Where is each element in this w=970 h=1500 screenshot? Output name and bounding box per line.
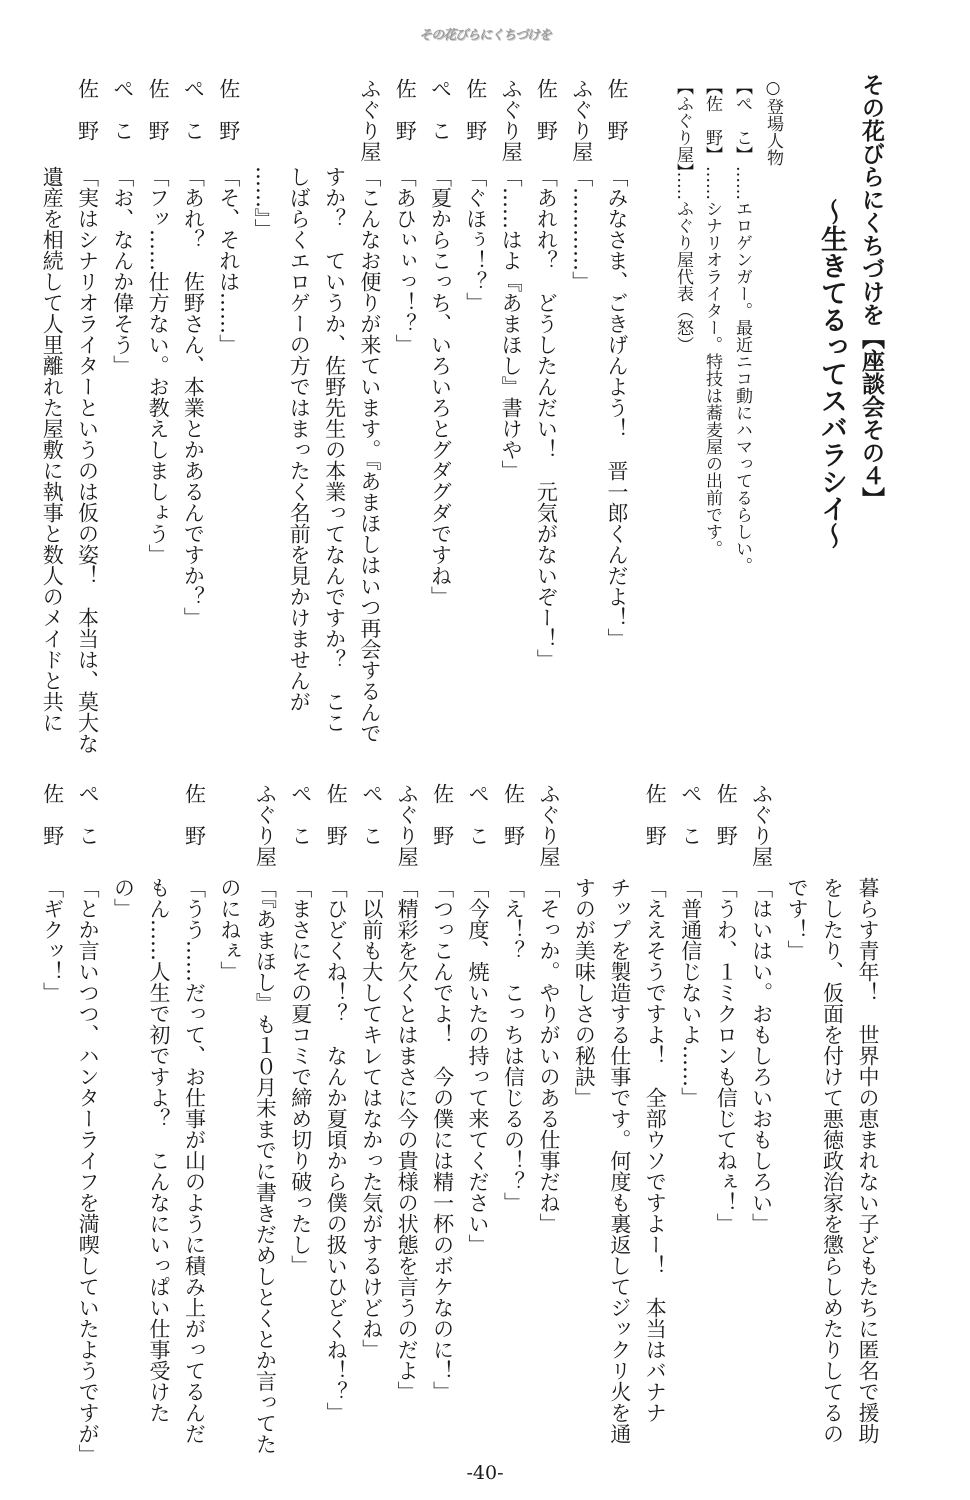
dialogue-line: 「ぐほぅ！？」 <box>463 166 488 313</box>
speaker-label: ぺ こ <box>359 783 384 846</box>
dialogue-line: 「以前も大してキレてはなかった気がするけどね」 <box>359 877 384 1360</box>
speaker-label: 佐 野 <box>393 78 418 141</box>
dialogue-continuation: の」 <box>111 877 136 919</box>
speaker-label: 佐 野 <box>714 783 739 846</box>
cast-desc: ……ふぐり屋代表（怒） <box>673 166 693 353</box>
dialogue-continuation: しばらくエロゲーの方ではまったく名前を見かけませんが <box>287 166 312 712</box>
cast-desc: ……シナリオライター。特技は蕎麦屋の出前です。 <box>702 166 722 557</box>
dialogue-line: 「うわ、１ミクロンも信じてねぇ！」 <box>714 877 739 1234</box>
dialogue-continuation: 暮らす青年！ 世界中の恵まれない子どもたちに匿名で援助 <box>856 877 880 1444</box>
speaker-label: ぺ こ <box>76 783 101 846</box>
speaker-label: ふぐり屋 <box>395 783 420 867</box>
speaker-label: 佐 野 <box>643 783 668 846</box>
dialogue-line: 「うう……だって、お仕事が山のように積み上がってるんだ <box>182 877 207 1444</box>
dialogue-line: 「あひぃぃっ！？」 <box>393 166 418 355</box>
dialogue-line: 「あれ？ 佐野さん、本業とかあるんですか？」 <box>181 166 206 628</box>
cast-desc: ……エロゲンガー。最近ニコ動にハマってるらしい。 <box>732 166 752 574</box>
dialogue-line: 「…………」 <box>569 166 594 292</box>
dialogue-line: 「え！？ こっちは信じるの！？」 <box>501 877 526 1213</box>
speaker-label: 佐 野 <box>75 78 100 141</box>
speaker-label: ぺ こ <box>466 783 491 846</box>
dialogue-continuation: 遺産を相続して人里離れた屋敷に執事と数人のメイドと共に <box>40 166 65 733</box>
cast-label: 【佐 野】 <box>702 78 722 163</box>
speaker-label: ぺ こ <box>181 78 206 141</box>
dialogue-line: 「普通信じないよ……」 <box>678 877 703 1108</box>
cast-label: 【ぺ こ】 <box>732 78 752 163</box>
speaker-label: 佐 野 <box>216 78 241 141</box>
speaker-label: ふぐり屋 <box>357 78 382 162</box>
dialogue-line: 「『あまほし』も１０月末までに書きだめしとくとか言ってた <box>253 877 278 1455</box>
dialogue-continuation: のにねぇ」 <box>217 877 242 982</box>
cast-label: 【ふぐり屋】 <box>673 78 693 180</box>
dialogue-continuation: チップを製造する仕事です。何度も裏返してジックリ火を通 <box>607 877 632 1444</box>
dialogue-line: 「お、なんか偉そう」 <box>110 166 135 376</box>
dialogue-line: 「フッ……仕方ない。お教えしましょう」 <box>146 166 171 565</box>
cast-heading: ○登場人物 <box>763 78 783 166</box>
speaker-label: 佐 野 <box>146 78 171 141</box>
speaker-label: 佐 野 <box>605 78 629 141</box>
dialogue-line: 「みなさま、ごきげんよう！ 晋一郎くんだよ！」 <box>605 166 629 649</box>
speaker-label: ぺ こ <box>428 78 453 141</box>
speaker-label: ふぐり屋 <box>253 783 278 867</box>
dialogue-line: 「こんなお便りが来ています。『あまほしはいつ再会するんで <box>357 166 382 744</box>
speaker-label: 佐 野 <box>430 783 455 846</box>
cast-member-fuguriya <box>670 78 696 353</box>
page-number: -40- <box>466 1462 504 1484</box>
speaker-label: 佐 野 <box>463 78 488 141</box>
dialogue-continuation: もん……人生で初ですよ？ こんなにいっぱい仕事受けた <box>147 877 171 1423</box>
speaker-label: ふぐり屋 <box>749 783 774 867</box>
speaker-label: ふぐり屋 <box>536 783 561 867</box>
dialogue-line: 「実はシナリオライターというのは仮の姿！ 本当は、莫大な <box>75 166 100 754</box>
dialogue-line: 「夏からこっち、いろいろとグダグダですね」 <box>428 166 453 607</box>
dialogue-line: 「……はよ『あまほし』書けや」 <box>499 166 524 481</box>
dialogue-continuation: をしたり、仮面を付けて悪徳政治家を懲らしめたりしてるの <box>820 877 845 1444</box>
dialogue-line: 「ええそうですよ！ 全部ウソですよー！ 本当はバナナ <box>643 877 668 1423</box>
dialogue-continuation: です！」 <box>785 877 810 961</box>
dialogue-line: 「今度、焼いたの持って来てください」 <box>466 877 491 1255</box>
speaker-label: 佐 野 <box>182 783 207 846</box>
cast-member-peko <box>729 78 755 574</box>
speaker-label: ふぐり屋 <box>499 78 524 162</box>
speaker-label: 佐 野 <box>501 783 526 846</box>
article-title: その花びらにくちづけを【座談会その４】 <box>858 73 885 510</box>
dialogue-line: 「精彩を欠くとはまさに今の貴様の状態を言うのだよ」 <box>395 877 420 1402</box>
speaker-label: ふぐり屋 <box>569 78 594 162</box>
dialogue-line: 「そ、それは……」 <box>216 166 241 355</box>
header-logo: その花びらにくちづけを <box>419 28 551 43</box>
dialogue-line: 「ひどくね！？ なんか夏頃から僕の扱いひどくね！？」 <box>324 877 349 1423</box>
dialogue-continuation: すのが美味しさの秘訣」 <box>572 877 597 1108</box>
dialogue-line: 「つっこんでよ！ 今の僕には精一杯のボケなのに！」 <box>430 877 455 1402</box>
dialogue-line: 「そっか。やりがいのある仕事だね」 <box>536 877 561 1234</box>
dialogue-line: 「あれれ？ どうしたんだい！ 元気がないぞー！」 <box>534 166 559 670</box>
speaker-label: ぺ こ <box>110 78 135 141</box>
dialogue-line: 「まさにその夏コミで締め切り破ったし」 <box>288 877 313 1276</box>
dialogue-line: 「ギクッ！」 <box>40 877 65 1003</box>
speaker-label: ぺ こ <box>288 783 313 846</box>
cast-member-sano <box>699 78 725 557</box>
article-subtitle: ～生きてるってスバラシイ～ <box>816 198 847 549</box>
speaker-label: 佐 野 <box>534 78 559 141</box>
dialogue-line: 「とか言いつつ、ハンターライフを満喫していたようですが」 <box>76 877 101 1465</box>
speaker-label: 佐 野 <box>40 783 65 846</box>
dialogue-line: 「はいはい。おもしろいおもしろい」 <box>749 877 774 1234</box>
speaker-label: ぺ こ <box>678 783 703 846</box>
dialogue-continuation: ……』」 <box>252 166 276 240</box>
dialogue-continuation: すか？ ていうか、佐野先生の本業ってなんですか？ ここ <box>322 166 347 733</box>
speaker-label: 佐 野 <box>324 783 349 846</box>
